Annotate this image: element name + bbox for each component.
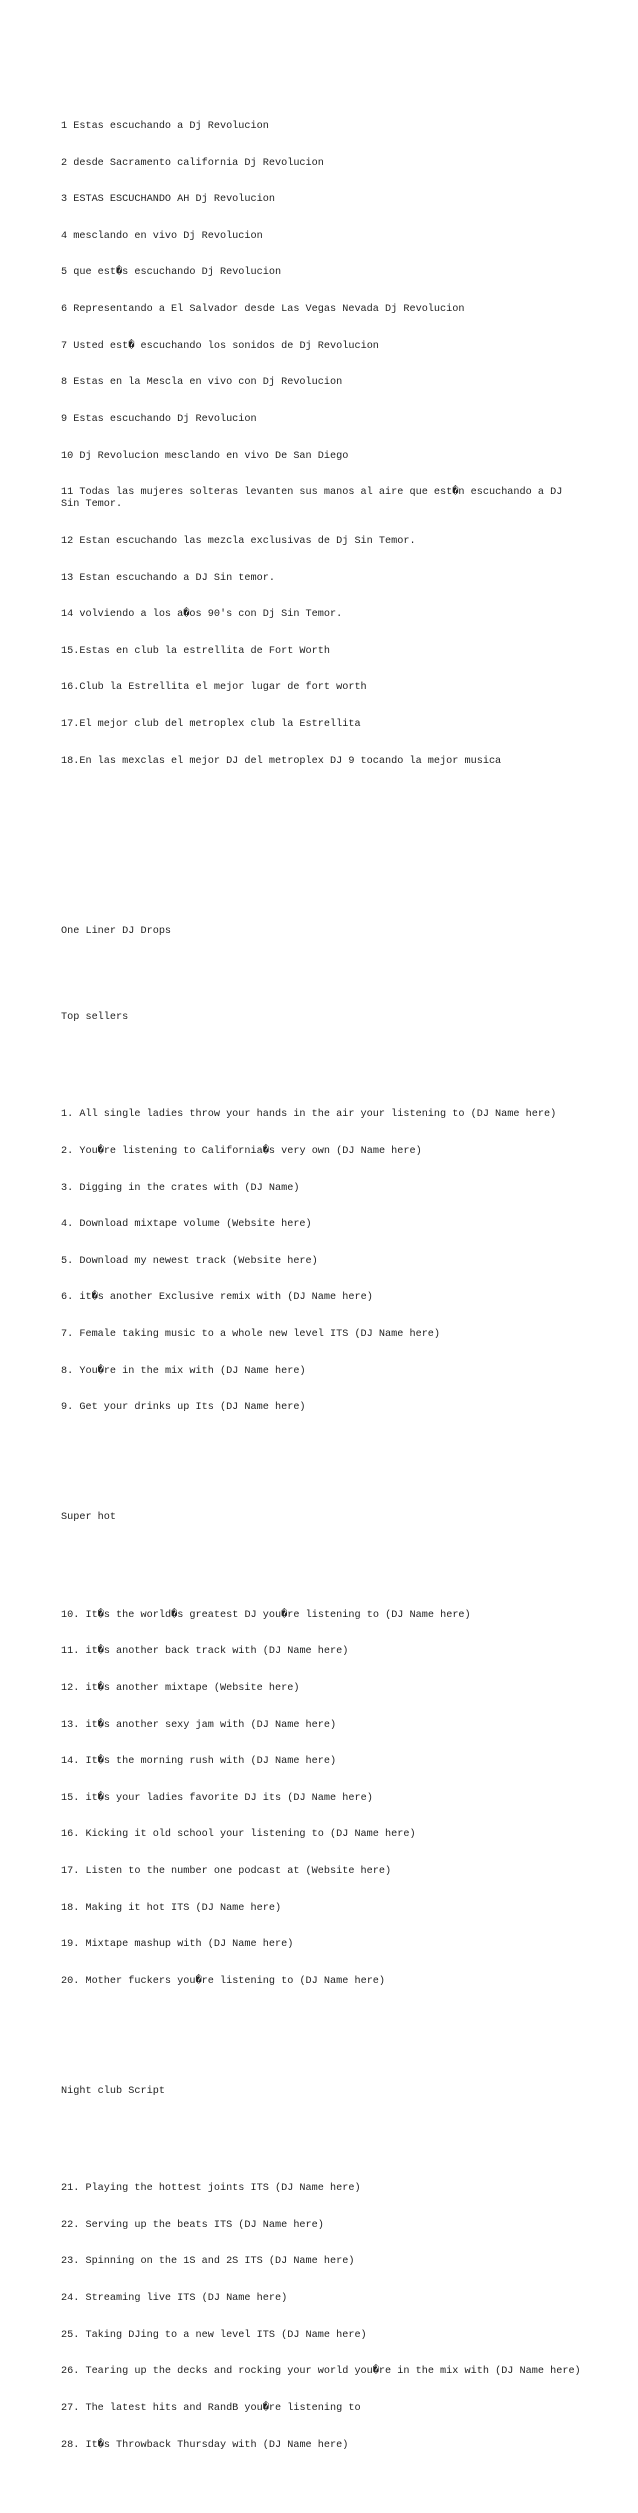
spacer xyxy=(61,1463,581,1475)
list-item: 3 ESTAS ESCUCHANDO AH Dj Revolucion xyxy=(61,194,275,206)
list-item: 2. You�re listening to California�s very own (DJ Name here) xyxy=(61,1146,422,1158)
list-item: 6 Representando a El Salvador desde Las Vegas Nevada Dj Revolucion xyxy=(61,304,465,316)
list-item: 9 Estas escuchando Dj Revolucion xyxy=(61,413,257,425)
list-item: 1. All single ladies throw your hands in the air your listening to (DJ Name here) xyxy=(61,1109,557,1121)
list-item: 4. Download mixtape volume (Website here) xyxy=(61,1219,312,1231)
list-item: 10. It�s the world�s greatest DJ you�re listening to (DJ Name here) xyxy=(61,1609,471,1621)
spacer xyxy=(61,1048,581,1060)
list-item: 17.El mejor club del metroplex club la Estrellita xyxy=(61,718,361,730)
list-item: 14 volviendo a los a�os 90's con Dj Sin Temor. xyxy=(61,609,343,621)
list-item: 26. Tearing up the decks and rocking your world you�re in the mix with (DJ Name here) xyxy=(61,2366,581,2378)
list-item: 11 Todas las mujeres solteras levanten sus manos al aire que est�n escuchando a DJ Sin Temor. xyxy=(61,487,569,511)
top-sellers-list xyxy=(61,1085,581,1439)
list-item: 5 que est�s escuchando Dj Revolucion xyxy=(61,267,282,279)
super-hot-list xyxy=(61,1585,581,2012)
spacer xyxy=(61,963,581,975)
list-item: 23. Spinning on the 1S and 2S ITS (DJ Name here) xyxy=(61,2256,355,2268)
list-item: 7. Female taking music to a whole new level ITS (DJ Name here) xyxy=(61,1329,441,1341)
section-heading-night-club: Night club Script xyxy=(61,2085,165,2097)
section-heading-top-sellers: Top sellers xyxy=(61,1011,129,1023)
spacer xyxy=(61,1549,581,1561)
list-item: 8 Estas en la Mescla en vivo con Dj Revolucion xyxy=(61,377,343,389)
list-item: 7 Usted est� escuchando los sonidos de Dj Revolucion xyxy=(61,340,379,352)
list-item: 28. It�s Throwback Thursday with (DJ Name here) xyxy=(61,2439,349,2451)
list-item: 6. it�s another Exclusive remix with (DJ Name here) xyxy=(61,1292,373,1304)
list-item: 12. it�s another mixtape (Website here) xyxy=(61,1682,300,1694)
list-item: 15. it�s your ladies favorite DJ its (DJ Name here) xyxy=(61,1792,373,1804)
list-item: 18.En las mexclas el mejor DJ del metroplex DJ 9 tocando la mejor musica xyxy=(61,755,502,767)
document-text xyxy=(61,60,581,2513)
list-item: 19. Mixtape mashup with (DJ Name here) xyxy=(61,1939,294,1951)
list-item: 16. Kicking it old school your listening to (DJ Name here) xyxy=(61,1829,416,1841)
list-item: 14. It�s the morning rush with (DJ Name here) xyxy=(61,1756,337,1768)
list-item: 17. Listen to the number one podcast at (Website here) xyxy=(61,1865,392,1877)
list-item: 10 Dj Revolucion mesclando en vivo De San Diego xyxy=(61,450,349,462)
section-heading-super-hot: Super hot xyxy=(61,1512,117,1524)
list-item: 18. Making it hot ITS (DJ Name here) xyxy=(61,1902,282,1914)
list-item: 16.Club la Estrellita el mejor lugar de fort worth xyxy=(61,682,367,694)
list-item: 20. Mother fuckers you�re listening to (DJ Name here) xyxy=(61,1975,386,1987)
list-item: 22. Serving up the beats ITS (DJ Name here) xyxy=(61,2219,324,2231)
spacer xyxy=(61,2122,581,2134)
list-item: 13. it�s another sexy jam with (DJ Name here) xyxy=(61,1719,337,1731)
list-item: 11. it�s another back track with (DJ Name here) xyxy=(61,1646,349,1658)
list-item: 21. Playing the hottest joints ITS (DJ Name here) xyxy=(61,2183,361,2195)
list-item: 4 mesclando en vivo Dj Revolucion xyxy=(61,230,263,242)
list-item: 12 Estan escuchando las mezcla exclusivas de Dj Sin Temor. xyxy=(61,535,416,547)
list-item: 24. Streaming live ITS (DJ Name here) xyxy=(61,2293,288,2305)
list-item: 27. The latest hits and RandB you�re listening to xyxy=(61,2402,361,2414)
list-item: 25. Taking DJing to a new level ITS (DJ Name here) xyxy=(61,2329,367,2341)
spanish-drop-list xyxy=(61,97,581,793)
spacer xyxy=(61,829,581,890)
list-item: 8. You�re in the mix with (DJ Name here) xyxy=(61,1365,306,1377)
list-item: 13 Estan escuchando a DJ Sin temor. xyxy=(61,572,275,584)
list-item: 15.Estas en club la estrellita de Fort Worth xyxy=(61,645,330,657)
list-item: 5. Download my newest track (Website here) xyxy=(61,1255,318,1267)
list-item: 2 desde Sacramento california Dj Revolucion xyxy=(61,157,324,169)
section-title: One Liner DJ Drops xyxy=(61,926,172,938)
list-item: 3. Digging in the crates with (DJ Name) xyxy=(61,1182,300,1194)
list-item: 9. Get your drinks up Its (DJ Name here) xyxy=(61,1402,306,1414)
spacer xyxy=(61,2037,581,2049)
night-club-list xyxy=(61,2159,581,2476)
list-item: 1 Estas escuchando a Dj Revolucion xyxy=(61,121,269,133)
